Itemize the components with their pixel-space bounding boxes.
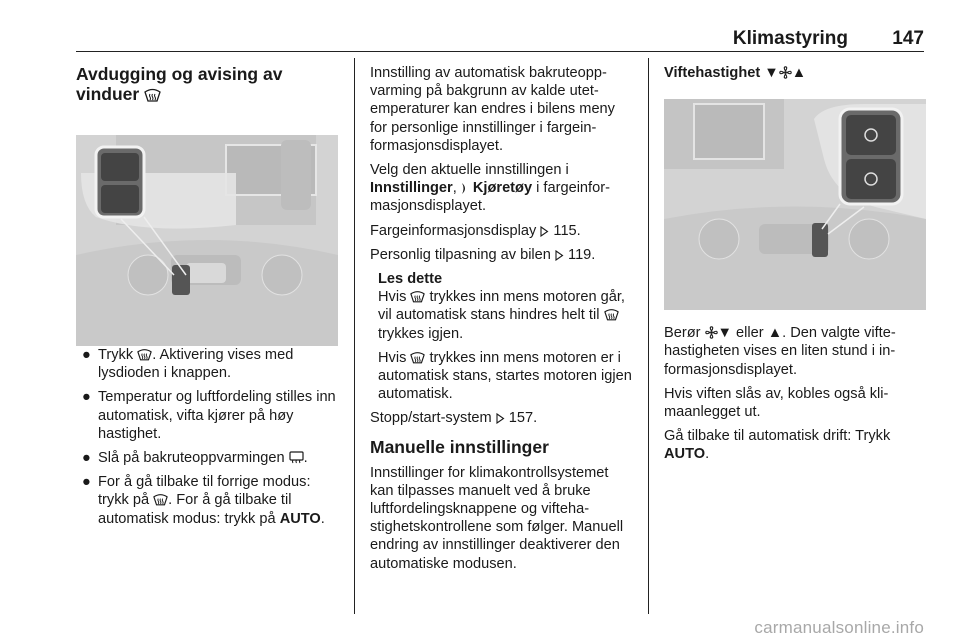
section-heading: Manuelle innstillinger bbox=[370, 436, 549, 457]
note-paragraph: Hvis trykkes inn mens motoren er i automatisk stans, startes motoren igjen automatisk. bbox=[378, 349, 632, 403]
windscreen-defrost-icon bbox=[604, 306, 619, 324]
windscreen-defrost-icon bbox=[153, 491, 168, 509]
fan-icon bbox=[705, 324, 718, 342]
paragraph: Gå tilbake til automatisk drift: Trykk AUTO. bbox=[664, 428, 891, 463]
section-heading: Viftehastighet ▼ ▲ bbox=[664, 65, 807, 81]
rear-window-heating-icon bbox=[289, 449, 304, 467]
column-divider bbox=[648, 58, 649, 614]
paragraph: Hvis viften slås av, kobles også klimaanlegget ut. bbox=[664, 385, 889, 421]
windscreen-defrost-icon bbox=[144, 84, 161, 104]
note-paragraph: Hvis trykkes inn mens motoren går, vil automatisk stans hindres helt til trykkes igjen. bbox=[378, 289, 625, 342]
column-divider bbox=[354, 58, 355, 614]
windscreen-defrost-icon bbox=[137, 346, 152, 364]
menu-arrow-icon bbox=[461, 179, 469, 197]
windscreen-defrost-icon bbox=[410, 349, 425, 367]
windscreen-defrost-icon bbox=[410, 288, 425, 306]
header-rule bbox=[76, 51, 924, 52]
paragraph: Berør ▼ eller ▲. Den valgte viftehastigheten vises en liten stund i informasjonsdisplayet. bbox=[664, 325, 896, 378]
list-item: ● For å gå tilbake til forrige modus: trykk på . For å gå tilbake til automatisk modus: trykk på AUTO. bbox=[82, 474, 325, 527]
page-header bbox=[0, 0, 960, 52]
paragraph: Velg den aktuelle innstillingen i Innstillinger, Kjøretøy i fargeinformasjonsdisplayet. bbox=[370, 162, 610, 215]
instruction-list bbox=[76, 346, 338, 528]
cross-reference: Stopp/start-system 157. bbox=[370, 410, 538, 427]
climate-panel-illustration bbox=[76, 135, 338, 346]
column-1 bbox=[76, 64, 338, 534]
list-item: ● Slå på bakruteoppvarmingen . bbox=[82, 450, 308, 467]
watermark: carmanualsonline.info bbox=[754, 618, 924, 637]
paragraph: Innstillinger for klimakontrollsystemet kan tilpasses manuelt ved å bruke luftfordelingsknappene og viftehastighetskontrollene som følger. Manuell endring av innstillinger deaktiverer den automatiske modusen. bbox=[370, 464, 624, 572]
list-item: ● Temperatur og luftfordeling stilles inn automatisk, vifta kjører på høy hastighet. bbox=[82, 389, 336, 442]
page-reference-icon bbox=[496, 409, 505, 427]
fan-speed-panel-illustration bbox=[664, 99, 926, 310]
section-heading: Avdugging og avising av vinduer bbox=[76, 64, 283, 104]
note-heading: Les dette bbox=[378, 271, 443, 288]
column-3 bbox=[664, 64, 926, 470]
column-2 bbox=[370, 64, 632, 579]
list-item: ● Trykk . Aktivering vises med lysdioden i knappen. bbox=[82, 347, 294, 382]
page-reference-icon bbox=[540, 222, 549, 240]
page-number: 147 bbox=[892, 28, 924, 49]
note-box bbox=[370, 270, 632, 403]
cross-reference: Personlig tilpasning av bilen 119. bbox=[370, 246, 596, 263]
cross-reference: Fargeinformasjonsdisplay 115. bbox=[370, 222, 581, 239]
page-reference-icon bbox=[555, 246, 564, 264]
fan-icon bbox=[779, 64, 792, 82]
paragraph: Innstilling av automatisk bakruteoppvarming på bakgrunn av kalde utetemperaturer kan endres i bilens meny for personlige innstillinger i fargeinformasjonsdisplayet. bbox=[370, 65, 615, 154]
chapter-title: Klimastyring bbox=[732, 28, 848, 49]
